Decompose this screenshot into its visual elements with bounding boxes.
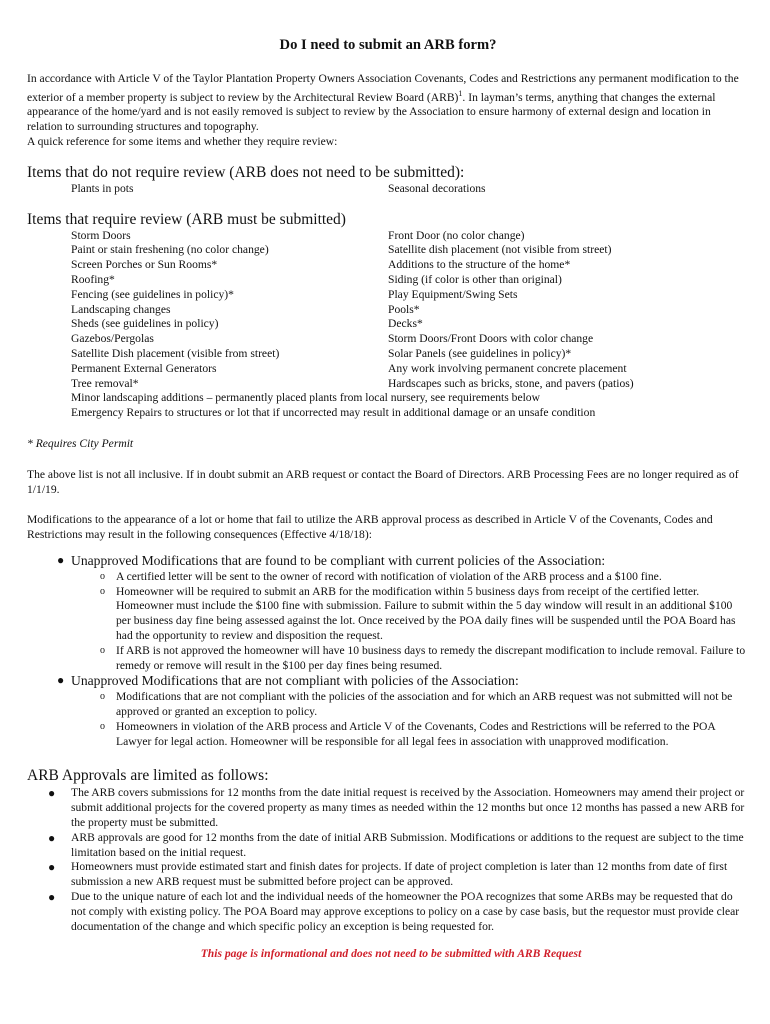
no-review-list (27, 182, 749, 197)
bullet-icon: ● (48, 889, 56, 904)
review-list (27, 229, 749, 392)
review-item: Play Equipment/Swing Sets (388, 287, 518, 301)
intro-text: In accordance with Article V of the Taylor Plantation Property Owners Association Covenants, Codes and Restrictions any permanent modification to the exterior of a member property is subject to review by the Architectural Review Board (ARB) (27, 72, 739, 104)
review-item: Solar Panels (see guidelines in policy)* (388, 347, 572, 361)
review-item: Paint or stain freshening (no color change) (71, 243, 269, 257)
circle-bullet-icon: o (100, 644, 105, 656)
review-item: Fencing (see guidelines in policy)* (71, 287, 234, 301)
intro-text-cont: . In layman’s terms, anything that changes the external appearance of the home/yard and is not easily removed is subject to review by the Association to ensure harmony of external design and location in relation to surrounding structures and topography. (27, 90, 716, 134)
consequence-sub-item (27, 720, 749, 750)
no-review-heading: Items that do not require review (ARB does not need to be submitted): (27, 163, 465, 181)
review-item: Emergency Repairs to structures or lot that if uncorrected may result in additional damage or an unsafe condition (71, 406, 596, 420)
review-item: Hardscapes such as bricks, stone, and pavers (patios) (388, 376, 634, 390)
review-item: Any work involving permanent concrete placement (388, 361, 627, 375)
quick-reference-text: A quick reference for some items and whether they require review: (27, 135, 338, 149)
consequence-text: Unapproved Modifications that are found to be compliant with current policies of the Association: (71, 552, 606, 568)
review-item: Gazebos/Pergolas (71, 332, 154, 346)
review-heading: Items that require review (ARB must be submitted) (27, 210, 346, 228)
document-page (27, 36, 749, 962)
no-review-item: Plants in pots (71, 181, 134, 195)
not-inclusive-paragraph: The above list is not all inclusive. If in doubt submit an ARB request or contact the Board of Directors. ARB Processing Fees are no longer required as of 1/1/19. (27, 467, 739, 496)
consequence-text: Unapproved Modifications that are not compliant with policies of the Association: (71, 673, 519, 689)
consequence-sub-text: Homeowner will be required to submit an ARB for the modification within 5 business days from receipt of the certified letter. Homeowner must include the $100 fine with submission. Failure to submit within the 5 day window will result in an additional $100 per business day fine being assessed against the lot. Once received by the POA daily fines will be suspended until the POA Board has had the opportunity to review and disposition the request. (116, 584, 736, 642)
consequences-list (27, 553, 749, 749)
review-item: Satellite Dish placement (visible from street) (71, 347, 280, 361)
approval-text: Due to the unique nature of each lot and the individual needs of the homeowner the POA recognizes that some ARBs may be requested that do not comply with existing policy. The POA Board may approve exceptions to policy on a case by case basis, but the requestor must provide clear documentation of the change and which specific policy an exception is being requested for. (71, 889, 740, 933)
review-item: Tree removal* (71, 376, 139, 390)
review-item: Additions to the structure of the home* (388, 258, 571, 272)
intro-paragraph (27, 72, 749, 135)
consequence-sub-item (27, 585, 749, 644)
review-item: Storm Doors/Front Doors with color change (388, 332, 594, 346)
bullet-icon: ● (57, 673, 65, 688)
consequence-sub-list (27, 570, 749, 674)
review-item: Permanent External Generators (71, 361, 217, 375)
consequence-item (27, 553, 749, 673)
circle-bullet-icon: o (100, 585, 105, 597)
approval-item (27, 831, 749, 861)
review-item: Minor landscaping additions – permanently placed plants from local nursery, see requirements below (71, 391, 540, 405)
consequence-sub-item (27, 644, 749, 674)
consequence-sub-text: A certified letter will be sent to the owner of record with notification of violation of the ARB process and a $100 fine. (116, 569, 662, 583)
consequence-sub-item (27, 570, 749, 585)
review-item: Pools* (388, 302, 420, 316)
page-title: Do I need to submit an ARB form? (279, 37, 497, 53)
approval-item (27, 890, 749, 934)
review-item: Siding (if color is other than original) (388, 273, 562, 287)
circle-bullet-icon: o (100, 691, 105, 703)
permit-note: * Requires City Permit (27, 437, 134, 450)
review-item: Front Door (no color change) (388, 228, 525, 242)
approvals-list (27, 786, 749, 934)
approval-text: Homeowners must provide estimated start and finish dates for projects. If date of project completion is later than 12 months from date of first submission a new ARB request must be submitted before project can be approved. (71, 860, 728, 889)
review-item: Decks* (388, 317, 423, 331)
approval-item (27, 786, 749, 830)
no-review-item: Seasonal decorations (388, 181, 486, 195)
review-full-width-items (27, 391, 749, 421)
approvals-heading: ARB Approvals are limited as follows: (27, 767, 269, 785)
review-item: Sheds (see guidelines in policy) (71, 317, 219, 331)
review-item: Storm Doors (71, 228, 131, 242)
consequence-sub-text: If ARB is not approved the homeowner will have 10 business days to remedy the discrepant modification to include removal. Failure to remedy or remove will result in the $100 per day fines being resumed. (116, 643, 746, 672)
bullet-icon: ● (48, 860, 56, 875)
consequence-sub-item (27, 690, 749, 720)
review-item: Satellite dish placement (not visible from street) (388, 243, 612, 257)
review-item: Screen Porches or Sun Rooms* (71, 258, 218, 272)
approval-text: The ARB covers submissions for 12 months from the date initial request is received by the Association. Homeowners may amend their project or submit additional projects for the covered property as many times as needed within the 12 months but once 12 months has passed a new ARB for the property must be submitted. (71, 786, 745, 829)
consequence-sub-text: Modifications that are not compliant with the policies of the association and for which an ARB request was not submitted will not be approved or granted an exception to policy. (116, 690, 733, 718)
consequences-intro: Modifications to the appearance of a lot or home that fail to utilize the ARB approval process as described in Article V of the Covenants, Codes and Restrictions may result in the following consequences (Effective 4/18/18): (27, 513, 713, 542)
consequence-item (27, 673, 749, 749)
circle-bullet-icon: o (100, 570, 105, 582)
approval-item (27, 860, 749, 890)
footnote-mark: 1 (458, 88, 463, 98)
review-item: Roofing* (71, 273, 115, 287)
approval-text: ARB approvals are good for 12 months from the date of initial ARB Submission. Modifications or additions to the request are subject to the time limitation based on the initial request. (71, 830, 744, 859)
bullet-icon: ● (57, 552, 65, 567)
bullet-icon: ● (48, 830, 56, 845)
informational-footer: This page is informational and does not need to be submitted with ARB Request (200, 947, 582, 961)
bullet-icon: ● (48, 786, 56, 801)
consequence-sub-text: Homeowners in violation of the ARB process and Article V of the Covenants, Codes and Restrictions will be referred to the POA Lawyer for legal action. Homeowner will be responsible for all legal fees in association with unapproved modification. (116, 719, 716, 748)
consequence-sub-list (27, 690, 749, 749)
review-item: Landscaping changes (71, 302, 171, 316)
circle-bullet-icon: o (100, 720, 105, 732)
